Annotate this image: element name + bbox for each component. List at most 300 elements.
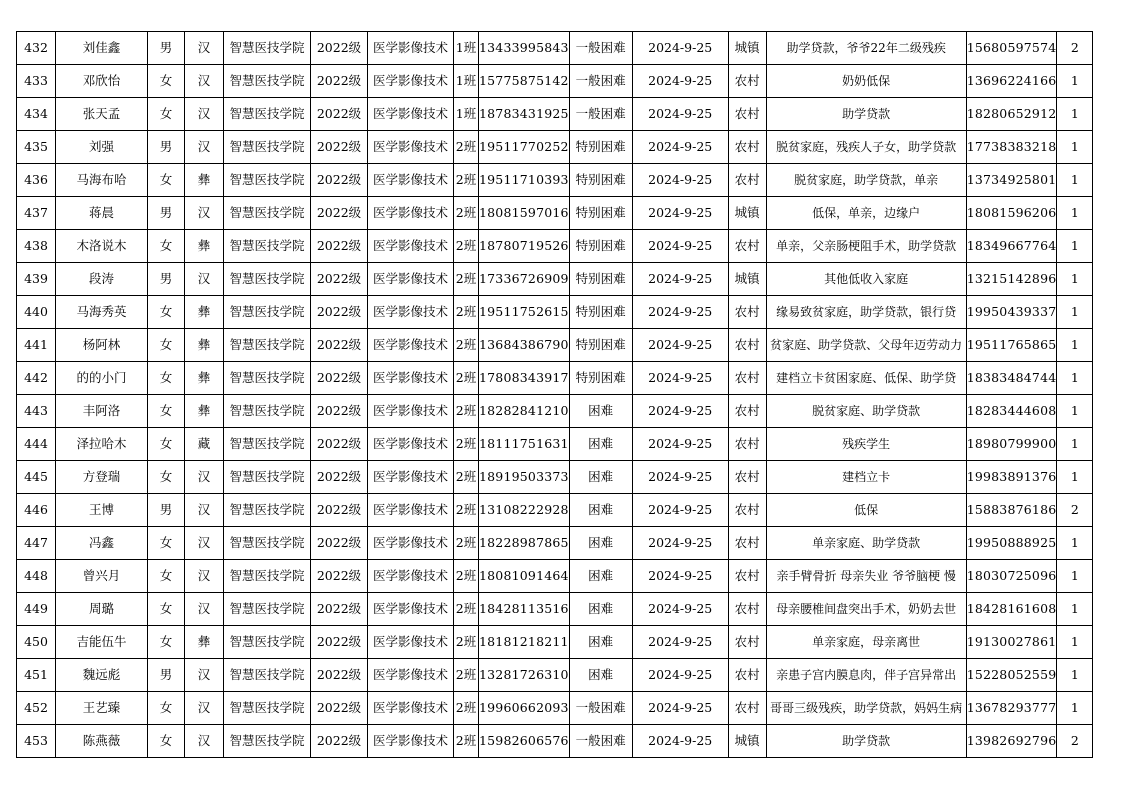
- cell-name: 木洛说木: [56, 230, 148, 263]
- table-row: [17, 329, 1093, 362]
- cell-count: 2: [1057, 725, 1093, 758]
- table-row: [17, 164, 1093, 197]
- cell-phone: 18111751631: [479, 428, 570, 461]
- cell-class: 1班: [454, 32, 479, 65]
- cell-grade: 2022级: [311, 593, 368, 626]
- cell-guardian-phone: 13215142896: [966, 263, 1057, 296]
- cell-college: 智慧医技学院: [224, 263, 311, 296]
- cell-count: 2: [1057, 32, 1093, 65]
- cell-hardship-level: 特别困难: [569, 164, 632, 197]
- cell-major: 医学影像技术: [368, 494, 454, 527]
- cell-guardian-phone: 18030725096: [966, 560, 1057, 593]
- cell-gender: 女: [148, 527, 185, 560]
- cell-ethnicity: 藏: [185, 428, 224, 461]
- cell-count: 1: [1057, 692, 1093, 725]
- cell-gender: 女: [148, 626, 185, 659]
- cell-major: 医学影像技术: [368, 461, 454, 494]
- cell-major: 医学影像技术: [368, 395, 454, 428]
- cell-grade: 2022级: [311, 230, 368, 263]
- cell-hardship-level: 困难: [569, 593, 632, 626]
- cell-hardship-level: 困难: [569, 494, 632, 527]
- cell-major: 医学影像技术: [368, 593, 454, 626]
- cell-hardship-level: 特别困难: [569, 362, 632, 395]
- table-row: [17, 197, 1093, 230]
- cell-class: 2班: [454, 296, 479, 329]
- cell-class: 2班: [454, 659, 479, 692]
- cell-ethnicity: 汉: [185, 98, 224, 131]
- cell-phone: 15775875142: [479, 65, 570, 98]
- cell-name: 杨阿林: [56, 329, 148, 362]
- cell-phone: 17336726909: [479, 263, 570, 296]
- cell-reason: 母亲腰椎间盘突出手术，奶奶去世: [766, 593, 966, 626]
- table-row: [17, 263, 1093, 296]
- cell-hardship-level: 一般困难: [569, 65, 632, 98]
- cell-residence: 农村: [728, 626, 766, 659]
- cell-class: 2班: [454, 461, 479, 494]
- cell-residence: 城镇: [728, 32, 766, 65]
- cell-hardship-level: 困难: [569, 626, 632, 659]
- cell-class: 2班: [454, 527, 479, 560]
- cell-ethnicity: 汉: [185, 593, 224, 626]
- cell-major: 医学影像技术: [368, 626, 454, 659]
- table-row: [17, 659, 1093, 692]
- cell-guardian-phone: 18081596206: [966, 197, 1057, 230]
- cell-reason: 低保，单亲，边缘户: [766, 197, 966, 230]
- cell-grade: 2022级: [311, 131, 368, 164]
- cell-major: 医学影像技术: [368, 725, 454, 758]
- cell-residence: 农村: [728, 428, 766, 461]
- table-row: [17, 32, 1093, 65]
- cell-name: 曾兴月: [56, 560, 148, 593]
- cell-major: 医学影像技术: [368, 362, 454, 395]
- cell-name: 方登瑞: [56, 461, 148, 494]
- cell-hardship-level: 一般困难: [569, 692, 632, 725]
- cell-reason: 单亲家庭、助学贷款: [766, 527, 966, 560]
- cell-grade: 2022级: [311, 527, 368, 560]
- cell-guardian-phone: 15680597574: [966, 32, 1057, 65]
- cell-gender: 女: [148, 296, 185, 329]
- cell-guardian-phone: 18280652912: [966, 98, 1057, 131]
- cell-guardian-phone: 17738383218: [966, 131, 1057, 164]
- cell-residence: 农村: [728, 593, 766, 626]
- cell-guardian-phone: 15883876186: [966, 494, 1057, 527]
- cell-hardship-level: 困难: [569, 527, 632, 560]
- cell-name: 魏远彪: [56, 659, 148, 692]
- cell-gender: 女: [148, 329, 185, 362]
- cell-gender: 女: [148, 65, 185, 98]
- cell-index: 442: [17, 362, 56, 395]
- cell-college: 智慧医技学院: [224, 65, 311, 98]
- student-hardship-table: [16, 31, 1093, 758]
- cell-gender: 女: [148, 395, 185, 428]
- cell-residence: 农村: [728, 527, 766, 560]
- cell-major: 医学影像技术: [368, 65, 454, 98]
- cell-residence: 城镇: [728, 725, 766, 758]
- cell-grade: 2022级: [311, 32, 368, 65]
- cell-class: 2班: [454, 131, 479, 164]
- cell-count: 1: [1057, 362, 1093, 395]
- cell-reason: 哥哥三级残疾，助学贷款，妈妈生病: [766, 692, 966, 725]
- cell-reason: 奶奶低保: [766, 65, 966, 98]
- cell-residence: 农村: [728, 395, 766, 428]
- cell-date: 2024-9-25: [632, 725, 728, 758]
- cell-phone: 18228987865: [479, 527, 570, 560]
- cell-phone: 13281726310: [479, 659, 570, 692]
- cell-grade: 2022级: [311, 428, 368, 461]
- cell-index: 452: [17, 692, 56, 725]
- cell-gender: 男: [148, 263, 185, 296]
- cell-guardian-phone: 19983891376: [966, 461, 1057, 494]
- cell-guardian-phone: 18980799900: [966, 428, 1057, 461]
- table-row: [17, 560, 1093, 593]
- cell-ethnicity: 汉: [185, 560, 224, 593]
- cell-ethnicity: 彝: [185, 296, 224, 329]
- cell-phone: 18282841210: [479, 395, 570, 428]
- cell-count: 1: [1057, 164, 1093, 197]
- cell-ethnicity: 汉: [185, 263, 224, 296]
- cell-residence: 农村: [728, 329, 766, 362]
- cell-phone: 19511770252: [479, 131, 570, 164]
- cell-date: 2024-9-25: [632, 560, 728, 593]
- cell-index: 444: [17, 428, 56, 461]
- cell-hardship-level: 特别困难: [569, 230, 632, 263]
- cell-gender: 女: [148, 230, 185, 263]
- cell-grade: 2022级: [311, 461, 368, 494]
- cell-date: 2024-9-25: [632, 65, 728, 98]
- cell-gender: 男: [148, 197, 185, 230]
- table-row: [17, 296, 1093, 329]
- cell-college: 智慧医技学院: [224, 362, 311, 395]
- cell-count: 1: [1057, 98, 1093, 131]
- cell-grade: 2022级: [311, 296, 368, 329]
- cell-count: 1: [1057, 329, 1093, 362]
- cell-reason: 建档立卡贫困家庭、低保、助学贷: [766, 362, 966, 395]
- cell-count: 2: [1057, 494, 1093, 527]
- cell-date: 2024-9-25: [632, 395, 728, 428]
- cell-major: 医学影像技术: [368, 263, 454, 296]
- cell-date: 2024-9-25: [632, 362, 728, 395]
- cell-ethnicity: 汉: [185, 692, 224, 725]
- cell-ethnicity: 汉: [185, 65, 224, 98]
- cell-college: 智慧医技学院: [224, 659, 311, 692]
- cell-name: 丰阿洛: [56, 395, 148, 428]
- cell-date: 2024-9-25: [632, 98, 728, 131]
- cell-residence: 农村: [728, 362, 766, 395]
- cell-class: 2班: [454, 164, 479, 197]
- cell-reason: 残疾学生: [766, 428, 966, 461]
- cell-grade: 2022级: [311, 98, 368, 131]
- cell-phone: 18181218211: [479, 626, 570, 659]
- cell-major: 医学影像技术: [368, 428, 454, 461]
- cell-index: 448: [17, 560, 56, 593]
- cell-reason: 其他低收入家庭: [766, 263, 966, 296]
- cell-guardian-phone: 15228052559: [966, 659, 1057, 692]
- cell-ethnicity: 汉: [185, 494, 224, 527]
- cell-reason: 低保: [766, 494, 966, 527]
- cell-college: 智慧医技学院: [224, 527, 311, 560]
- cell-college: 智慧医技学院: [224, 296, 311, 329]
- cell-hardship-level: 困难: [569, 659, 632, 692]
- cell-count: 1: [1057, 428, 1093, 461]
- cell-hardship-level: 困难: [569, 428, 632, 461]
- cell-ethnicity: 彝: [185, 395, 224, 428]
- cell-class: 2班: [454, 197, 479, 230]
- cell-grade: 2022级: [311, 263, 368, 296]
- cell-name: 冯鑫: [56, 527, 148, 560]
- cell-phone: 18081091464: [479, 560, 570, 593]
- cell-gender: 女: [148, 461, 185, 494]
- cell-residence: 农村: [728, 131, 766, 164]
- cell-count: 1: [1057, 626, 1093, 659]
- cell-guardian-phone: 13982692796: [966, 725, 1057, 758]
- cell-gender: 男: [148, 659, 185, 692]
- cell-major: 医学影像技术: [368, 296, 454, 329]
- cell-college: 智慧医技学院: [224, 593, 311, 626]
- cell-name: 邓欣怡: [56, 65, 148, 98]
- cell-gender: 女: [148, 725, 185, 758]
- cell-class: 2班: [454, 230, 479, 263]
- cell-index: 445: [17, 461, 56, 494]
- cell-guardian-phone: 19130027861: [966, 626, 1057, 659]
- cell-guardian-phone: 19950888925: [966, 527, 1057, 560]
- cell-count: 1: [1057, 395, 1093, 428]
- cell-name: 刘佳鑫: [56, 32, 148, 65]
- cell-residence: 农村: [728, 560, 766, 593]
- cell-guardian-phone: 13734925801: [966, 164, 1057, 197]
- cell-college: 智慧医技学院: [224, 428, 311, 461]
- cell-gender: 女: [148, 428, 185, 461]
- cell-major: 医学影像技术: [368, 164, 454, 197]
- cell-grade: 2022级: [311, 197, 368, 230]
- cell-reason: 亲手臂骨折 母亲失业 爷爷脑梗 慢: [766, 560, 966, 593]
- cell-index: 432: [17, 32, 56, 65]
- cell-index: 437: [17, 197, 56, 230]
- cell-major: 医学影像技术: [368, 32, 454, 65]
- cell-ethnicity: 汉: [185, 527, 224, 560]
- cell-hardship-level: 一般困难: [569, 32, 632, 65]
- cell-reason: 亲患子宫内膜息肉，伴子宫异常出: [766, 659, 966, 692]
- cell-date: 2024-9-25: [632, 230, 728, 263]
- cell-ethnicity: 汉: [185, 32, 224, 65]
- cell-college: 智慧医技学院: [224, 395, 311, 428]
- cell-index: 434: [17, 98, 56, 131]
- cell-class: 2班: [454, 725, 479, 758]
- cell-grade: 2022级: [311, 362, 368, 395]
- cell-gender: 女: [148, 362, 185, 395]
- cell-college: 智慧医技学院: [224, 626, 311, 659]
- cell-index: 449: [17, 593, 56, 626]
- cell-grade: 2022级: [311, 494, 368, 527]
- cell-college: 智慧医技学院: [224, 725, 311, 758]
- cell-major: 医学影像技术: [368, 131, 454, 164]
- cell-class: 2班: [454, 428, 479, 461]
- cell-major: 医学影像技术: [368, 230, 454, 263]
- cell-residence: 城镇: [728, 197, 766, 230]
- cell-date: 2024-9-25: [632, 131, 728, 164]
- cell-phone: 15982606576: [479, 725, 570, 758]
- cell-gender: 女: [148, 164, 185, 197]
- cell-reason: 单亲，父亲肠梗阻手术，助学贷款: [766, 230, 966, 263]
- cell-gender: 女: [148, 560, 185, 593]
- cell-phone: 18919503373: [479, 461, 570, 494]
- cell-index: 440: [17, 296, 56, 329]
- cell-major: 医学影像技术: [368, 692, 454, 725]
- cell-phone: 18780719526: [479, 230, 570, 263]
- cell-college: 智慧医技学院: [224, 230, 311, 263]
- cell-reason: 助学贷款，爷爷22年二级残疾: [766, 32, 966, 65]
- cell-grade: 2022级: [311, 626, 368, 659]
- cell-residence: 农村: [728, 692, 766, 725]
- cell-reason: 建档立卡: [766, 461, 966, 494]
- cell-name: 马海秀英: [56, 296, 148, 329]
- cell-gender: 女: [148, 593, 185, 626]
- cell-hardship-level: 特别困难: [569, 329, 632, 362]
- cell-college: 智慧医技学院: [224, 494, 311, 527]
- cell-index: 438: [17, 230, 56, 263]
- cell-ethnicity: 汉: [185, 197, 224, 230]
- cell-ethnicity: 汉: [185, 659, 224, 692]
- cell-count: 1: [1057, 197, 1093, 230]
- cell-date: 2024-9-25: [632, 428, 728, 461]
- cell-gender: 女: [148, 692, 185, 725]
- cell-college: 智慧医技学院: [224, 692, 311, 725]
- cell-count: 1: [1057, 593, 1093, 626]
- cell-gender: 男: [148, 32, 185, 65]
- cell-name: 吉能伍牛: [56, 626, 148, 659]
- cell-index: 436: [17, 164, 56, 197]
- cell-count: 1: [1057, 659, 1093, 692]
- cell-guardian-phone: 19511765865: [966, 329, 1057, 362]
- cell-date: 2024-9-25: [632, 461, 728, 494]
- cell-residence: 农村: [728, 164, 766, 197]
- cell-grade: 2022级: [311, 560, 368, 593]
- cell-reason: 助学贷款: [766, 98, 966, 131]
- cell-phone: 18428113516: [479, 593, 570, 626]
- cell-name: 王博: [56, 494, 148, 527]
- table-row: [17, 527, 1093, 560]
- table-row: [17, 98, 1093, 131]
- cell-count: 1: [1057, 230, 1093, 263]
- cell-guardian-phone: 19950439337: [966, 296, 1057, 329]
- cell-gender: 女: [148, 98, 185, 131]
- cell-phone: 18783431925: [479, 98, 570, 131]
- cell-index: 439: [17, 263, 56, 296]
- cell-date: 2024-9-25: [632, 197, 728, 230]
- cell-index: 433: [17, 65, 56, 98]
- cell-phone: 13108222928: [479, 494, 570, 527]
- cell-date: 2024-9-25: [632, 626, 728, 659]
- cell-count: 1: [1057, 296, 1093, 329]
- cell-phone: 13684386790: [479, 329, 570, 362]
- cell-class: 2班: [454, 494, 479, 527]
- table-row: [17, 593, 1093, 626]
- cell-major: 医学影像技术: [368, 197, 454, 230]
- cell-name: 段涛: [56, 263, 148, 296]
- cell-residence: 农村: [728, 296, 766, 329]
- cell-grade: 2022级: [311, 65, 368, 98]
- cell-college: 智慧医技学院: [224, 461, 311, 494]
- table-row: [17, 692, 1093, 725]
- cell-ethnicity: 汉: [185, 461, 224, 494]
- cell-date: 2024-9-25: [632, 263, 728, 296]
- cell-residence: 农村: [728, 494, 766, 527]
- cell-index: 441: [17, 329, 56, 362]
- cell-phone: 19960662093: [479, 692, 570, 725]
- cell-class: 2班: [454, 560, 479, 593]
- cell-count: 1: [1057, 65, 1093, 98]
- cell-phone: 13433995843: [479, 32, 570, 65]
- cell-reason: 脱贫家庭，残疾人子女，助学贷款: [766, 131, 966, 164]
- cell-class: 2班: [454, 692, 479, 725]
- table-row: [17, 395, 1093, 428]
- cell-ethnicity: 彝: [185, 329, 224, 362]
- cell-date: 2024-9-25: [632, 329, 728, 362]
- cell-residence: 农村: [728, 230, 766, 263]
- cell-guardian-phone: 18283444608: [966, 395, 1057, 428]
- cell-college: 智慧医技学院: [224, 98, 311, 131]
- cell-class: 2班: [454, 626, 479, 659]
- cell-name: 马海布哈: [56, 164, 148, 197]
- cell-grade: 2022级: [311, 395, 368, 428]
- cell-phone: 19511710393: [479, 164, 570, 197]
- cell-guardian-phone: 18349667764: [966, 230, 1057, 263]
- table-row: [17, 494, 1093, 527]
- cell-college: 智慧医技学院: [224, 560, 311, 593]
- cell-date: 2024-9-25: [632, 164, 728, 197]
- cell-reason: 单亲家庭，母亲离世: [766, 626, 966, 659]
- cell-ethnicity: 彝: [185, 362, 224, 395]
- cell-name: 陈燕薇: [56, 725, 148, 758]
- cell-count: 1: [1057, 527, 1093, 560]
- cell-hardship-level: 困难: [569, 461, 632, 494]
- cell-grade: 2022级: [311, 329, 368, 362]
- cell-date: 2024-9-25: [632, 32, 728, 65]
- cell-class: 1班: [454, 65, 479, 98]
- cell-residence: 农村: [728, 461, 766, 494]
- cell-grade: 2022级: [311, 164, 368, 197]
- cell-name: 周璐: [56, 593, 148, 626]
- cell-hardship-level: 困难: [569, 395, 632, 428]
- cell-date: 2024-9-25: [632, 593, 728, 626]
- cell-major: 医学影像技术: [368, 560, 454, 593]
- table-row: [17, 230, 1093, 263]
- cell-hardship-level: 特别困难: [569, 296, 632, 329]
- cell-hardship-level: 特别困难: [569, 263, 632, 296]
- cell-index: 451: [17, 659, 56, 692]
- cell-hardship-level: 特别困难: [569, 197, 632, 230]
- cell-class: 2班: [454, 362, 479, 395]
- cell-college: 智慧医技学院: [224, 32, 311, 65]
- cell-phone: 18081597016: [479, 197, 570, 230]
- cell-index: 435: [17, 131, 56, 164]
- table-row: [17, 65, 1093, 98]
- cell-reason: 贫家庭、助学贷款、父母年迈劳动力: [766, 329, 966, 362]
- cell-gender: 男: [148, 494, 185, 527]
- cell-date: 2024-9-25: [632, 296, 728, 329]
- cell-index: 446: [17, 494, 56, 527]
- cell-ethnicity: 彝: [185, 626, 224, 659]
- cell-major: 医学影像技术: [368, 329, 454, 362]
- cell-index: 450: [17, 626, 56, 659]
- cell-reason: 脱贫家庭，助学贷款，单亲: [766, 164, 966, 197]
- cell-name: 张天孟: [56, 98, 148, 131]
- cell-college: 智慧医技学院: [224, 131, 311, 164]
- cell-name: 刘强: [56, 131, 148, 164]
- cell-gender: 男: [148, 131, 185, 164]
- table-row: [17, 461, 1093, 494]
- cell-major: 医学影像技术: [368, 659, 454, 692]
- cell-count: 1: [1057, 461, 1093, 494]
